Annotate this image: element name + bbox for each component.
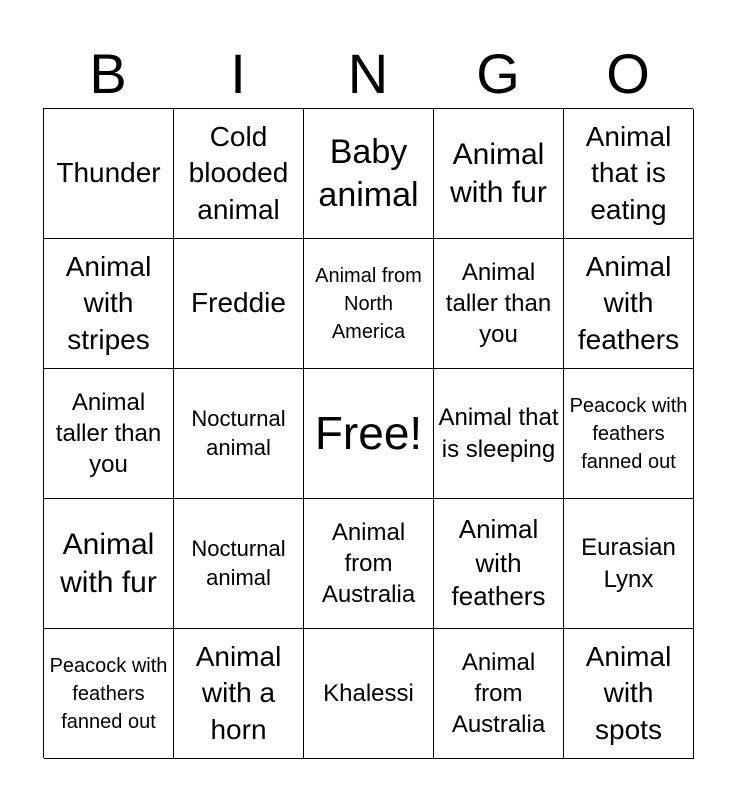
bingo-cell-3-1[interactable]: [44, 369, 174, 499]
bingo-cell-4-1[interactable]: [44, 499, 174, 629]
bingo-cell-5-3[interactable]: [304, 629, 434, 759]
bingo-cell-free-space[interactable]: [304, 369, 434, 499]
bingo-cell-3-4[interactable]: [434, 369, 564, 499]
cell-text: Peacock with feathers fanned out: [569, 394, 688, 473]
bingo-card: [43, 108, 693, 758]
bingo-cell-3-5[interactable]: [564, 369, 694, 499]
cell-text: Animal that is eating: [585, 120, 672, 225]
bingo-cell-1-5[interactable]: [564, 109, 694, 239]
cell-text: Eurasian Lynx: [581, 534, 676, 593]
cell-text: Animal with fur: [60, 528, 157, 599]
cell-text: Animal from Australia: [451, 648, 546, 739]
free-space-text: Free!: [314, 407, 423, 460]
cell-text: Khalessi: [323, 679, 414, 707]
bingo-cell-3-2[interactable]: [174, 369, 304, 499]
cell-text: Animal with a horn: [195, 640, 282, 745]
bingo-cell-4-2[interactable]: [174, 499, 304, 629]
header-letter-i: I: [230, 42, 246, 105]
cell-text: Nocturnal animal: [191, 535, 286, 590]
cell-text: Nocturnal animal: [191, 405, 286, 460]
header-letter-o: O: [606, 42, 650, 105]
cell-text: Animal with stripes: [65, 250, 152, 355]
cell-text: Peacock with feathers fanned out: [49, 654, 168, 733]
cell-text: Freddie: [191, 287, 286, 319]
header-letter-g: G: [476, 42, 520, 105]
bingo-cell-2-1[interactable]: [44, 239, 174, 369]
cell-text: Animal with feathers: [451, 513, 546, 612]
cell-text: Animal with feathers: [577, 250, 680, 355]
cell-text: Animal taller than you: [55, 388, 162, 479]
bingo-cell-4-4[interactable]: [434, 499, 564, 629]
bingo-cell-4-3[interactable]: [304, 499, 434, 629]
cell-text: Cold blooded animal: [188, 120, 289, 225]
cell-text: Thunder: [56, 157, 161, 189]
bingo-cell-1-3[interactable]: [304, 109, 434, 239]
cell-text: Animal taller than you: [445, 258, 552, 349]
bingo-cell-1-4[interactable]: [434, 109, 564, 239]
bingo-cell-1-2[interactable]: [174, 109, 304, 239]
bingo-cell-2-5[interactable]: [564, 239, 694, 369]
cell-text: Baby animal: [318, 133, 419, 214]
bingo-cell-1-1[interactable]: [44, 109, 174, 239]
cell-text: Animal from Australia: [321, 518, 416, 609]
cell-text: Animal with spots: [585, 640, 672, 745]
header-letter-b: B: [89, 42, 127, 105]
bingo-cell-2-3[interactable]: [304, 239, 434, 369]
header-letter-n: N: [347, 42, 389, 105]
cell-text: Animal from North America: [315, 264, 422, 343]
bingo-cell-5-5[interactable]: [564, 629, 694, 759]
bingo-cell-5-1[interactable]: [44, 629, 174, 759]
bingo-cell-2-2[interactable]: [174, 239, 304, 369]
cell-text: Animal that is sleeping: [438, 404, 559, 463]
bingo-cell-2-4[interactable]: [434, 239, 564, 369]
bingo-cell-5-2[interactable]: [174, 629, 304, 759]
cell-text: Animal with fur: [450, 138, 547, 209]
bingo-header: [43, 40, 693, 108]
bingo-cell-5-4[interactable]: [434, 629, 564, 759]
bingo-cell-4-5[interactable]: [564, 499, 694, 629]
